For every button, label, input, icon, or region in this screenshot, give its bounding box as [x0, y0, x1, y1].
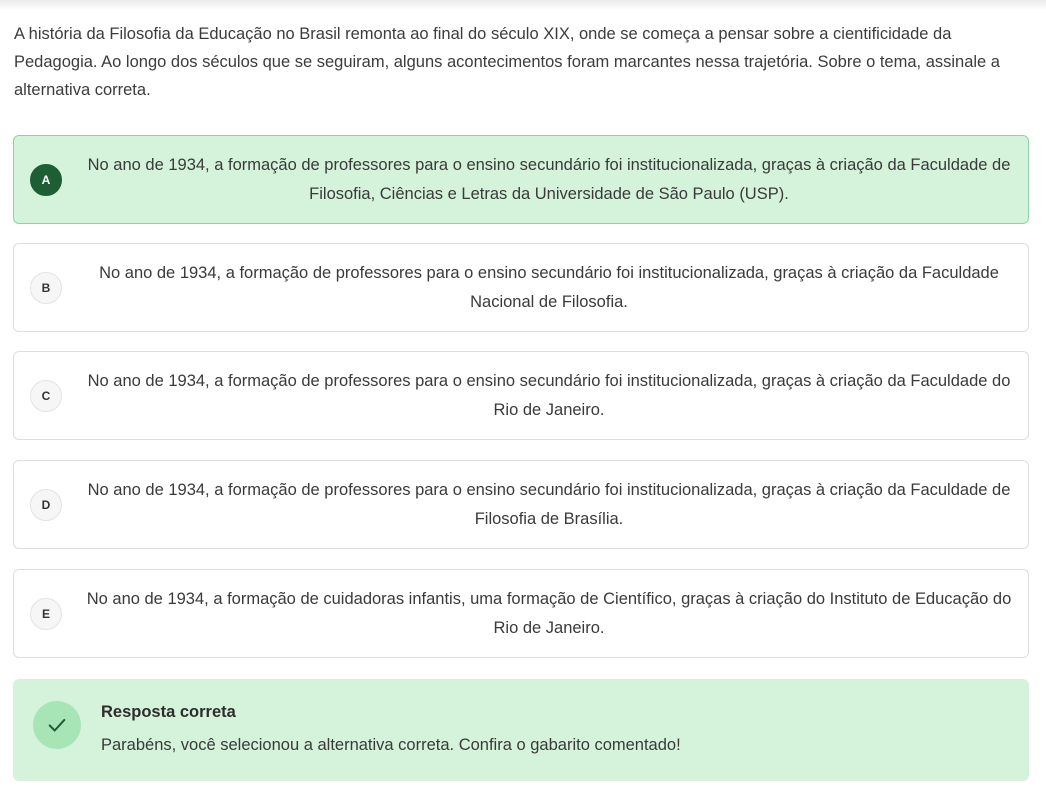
check-icon — [33, 701, 81, 749]
top-shadow — [0, 0, 1046, 10]
option-text-b: No ano de 1934, a formação de professores para o ensino secundário foi institucionalizada, graças à criação da Faculdade Nacional de Filosofia. — [99, 263, 999, 311]
option-letter-e: E — [30, 598, 62, 630]
option-text-c: No ano de 1934, a formação de professores para o ensino secundário foi institucionalizada, graças à criação da Faculdade do Rio de Janeiro. — [87, 371, 1011, 419]
option-letter-a: A — [30, 164, 62, 196]
option-d[interactable] — [13, 460, 1029, 549]
feedback-message: Parabéns, você selecionou a alternativa correta. Confira o gabarito comentado! — [101, 736, 681, 754]
option-a[interactable] — [13, 135, 1029, 224]
feedback-banner — [13, 679, 1029, 781]
option-c[interactable] — [13, 351, 1029, 440]
option-letter-c: C — [30, 380, 62, 412]
option-text-d: No ano de 1934, a formação de professores para o ensino secundário foi institucionalizada, graças à criação da Faculdade de Filosofia de Brasília. — [87, 480, 1011, 528]
feedback-title: Resposta correta — [101, 703, 236, 721]
option-letter-d: D — [30, 489, 62, 521]
option-text-e: No ano de 1934, a formação de cuidadoras infantis, uma formação de Científico, graças à criação do Instituto de Educação do Rio de Janeiro. — [86, 589, 1012, 637]
option-letter-b: B — [30, 272, 62, 304]
option-b[interactable] — [13, 243, 1029, 332]
question-text: A história da Filosofia da Educação no Brasil remonta ao final do século XIX, onde se começa a pensar sobre a cientificidade da Pedagogia. Ao longo dos séculos que se seguiram, alguns acontecimentos foram marcantes nessa trajetória. Sobre o tema, assinale a alternativa correta. — [14, 25, 1000, 99]
option-e[interactable] — [13, 569, 1029, 658]
check-icon-svg — [46, 714, 68, 736]
option-text-a: No ano de 1934, a formação de professores para o ensino secundário foi institucionalizada, graças à criação da Faculdade de Filosofia, Ciências e Letras da Universidade de São Paulo (USP). — [87, 155, 1011, 203]
